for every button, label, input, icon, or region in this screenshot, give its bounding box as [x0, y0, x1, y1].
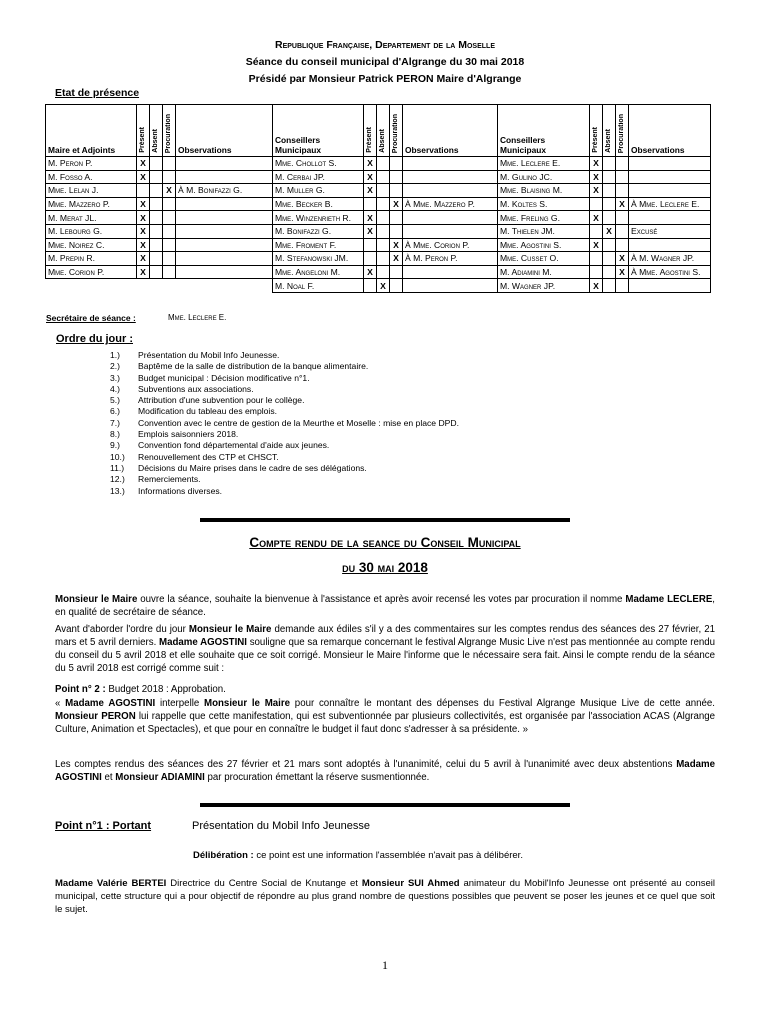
observation: À Mme. Agostini S.: [629, 265, 711, 279]
agenda-item: [110, 361, 459, 372]
agenda-item: [110, 440, 459, 451]
member-name: Mme. Chollot S.: [273, 157, 364, 171]
absent-mark: [377, 157, 390, 171]
absent-mark: [150, 197, 163, 211]
report-date: du 30 mai 2018: [342, 560, 428, 575]
member-name: M. Merat JL.: [46, 211, 137, 225]
agenda-item-number: 3.): [110, 372, 121, 383]
agenda-item-text: Convention fond départemental d'aide aux jeunes.: [138, 440, 330, 451]
point-1-label: Point n°1 : Portant: [55, 820, 152, 832]
member-name: M. Peron P.: [46, 157, 137, 171]
observation: [176, 211, 273, 225]
procuration-mark: [390, 265, 403, 279]
observation: À Mme. Leclere E.: [629, 197, 711, 211]
agenda-item-text: Informations diverses.: [138, 485, 223, 496]
procuration-mark: [163, 224, 176, 238]
procuration-mark: X: [616, 265, 629, 279]
agenda-item-number: 10.): [110, 451, 125, 462]
procuration-mark: [616, 238, 629, 252]
table-row: [46, 184, 711, 198]
observation: [629, 279, 711, 293]
absent-mark: [603, 252, 616, 266]
present-mark: [590, 265, 603, 279]
member-name: Mme. Cusset O.: [498, 252, 590, 266]
member-name: Mme. Freling G.: [498, 211, 590, 225]
present-mark: X: [364, 224, 377, 238]
present-mark: [590, 252, 603, 266]
agenda-item-text: Présentation du Mobil Info Jeunesse.: [138, 350, 280, 360]
member-name: Mme. Noirez C.: [46, 238, 137, 252]
col-header-present: Présent: [139, 127, 146, 153]
observation: À M. Wagner JP.: [629, 252, 711, 266]
col-header-absent: Absent: [605, 129, 612, 153]
table-row: [46, 211, 711, 225]
present-mark: X: [137, 170, 150, 184]
procuration-mark: X: [390, 252, 403, 266]
table-row: [46, 170, 711, 184]
paragraph-agenda-intro: Avant d'aborder l'ordre du jour Monsieur le Maire demande aux édiles s'il y a des commentaires sur les comptes rendus des séances des 27 février, 21 mars et 5 avril derniers. Madame AGOSTINI souligne que sa remarque concernant le festival Algrange Music Live n'est pas mentionnée au compte rendu du conseil du 5 avril 2018 et elle souhaite que ce soit corrigé. Monsieur le Maire l'informe que le nécessaire sera fait. Ainsi le compte rendu de la séance du 5 avril 2018 est corrigé comme suit :: [55, 624, 716, 674]
absent-mark: [377, 170, 390, 184]
present-mark: X: [137, 157, 150, 171]
member-name: M. Stefanowski JM.: [273, 252, 364, 266]
member-name: Mme. Corion P.: [46, 265, 137, 279]
absent-mark: [377, 211, 390, 225]
agenda-item-text: Décisions du Maire prises dans le cadre de ses délégations.: [138, 462, 367, 473]
procuration-mark: X: [390, 238, 403, 252]
table-row: [46, 197, 711, 211]
agenda-item-text: Renouvellement des CTP et CHSCT.: [138, 451, 279, 462]
observation: [403, 211, 498, 225]
observation: [629, 157, 711, 171]
procuration-mark: [616, 279, 629, 293]
procuration-mark: [390, 157, 403, 171]
observation: [176, 279, 273, 293]
col-header-conseillers: Conseillers Municipaux: [273, 105, 364, 157]
absent-mark: [150, 265, 163, 279]
table-row: [46, 279, 711, 293]
agenda-list: [110, 350, 459, 497]
secretary-line: [46, 313, 227, 323]
present-mark: X: [364, 211, 377, 225]
col-header-present: Présent: [592, 127, 599, 153]
agenda-item-text: Subventions aux associations.: [138, 383, 254, 394]
agenda-item-number: 7.): [110, 417, 121, 428]
agenda-item: [110, 486, 459, 497]
absent-mark: [150, 184, 163, 198]
observation: [403, 184, 498, 198]
member-name: M. Thielen JM.: [498, 224, 590, 238]
page-number: 1: [382, 958, 388, 972]
observation: [403, 265, 498, 279]
present-mark: X: [137, 265, 150, 279]
agenda-item-text: Remerciements.: [138, 474, 201, 485]
agenda-item-number: 13.): [110, 485, 125, 496]
member-name: M. Adiamini M.: [498, 265, 590, 279]
agenda-item: [110, 452, 459, 463]
separator-rule: [200, 518, 570, 522]
agenda-item-number: 11.): [110, 462, 125, 473]
header-session: Séance du conseil municipal d'Algrange du 30 mai 2018: [245, 56, 525, 68]
observation: [176, 238, 273, 252]
member-name: M. Prepin R.: [46, 252, 137, 266]
member-name: Mme. Lelan J.: [46, 184, 137, 198]
present-mark: [364, 197, 377, 211]
present-mark: [590, 197, 603, 211]
col-header-procuration: Procuration: [618, 113, 625, 153]
table-row: [46, 238, 711, 252]
observation: [176, 170, 273, 184]
attendance-table: [45, 104, 711, 293]
present-mark: X: [137, 197, 150, 211]
col-header-observations: Observations: [176, 105, 273, 157]
separator-rule: [200, 803, 570, 807]
absent-mark: X: [377, 279, 390, 293]
col-header-observations: Observations: [403, 105, 498, 157]
absent-mark: [603, 170, 616, 184]
point-1-heading: [55, 820, 370, 832]
present-mark: X: [590, 157, 603, 171]
col-header-procuration: Procuration: [392, 113, 399, 153]
present-mark: X: [590, 170, 603, 184]
present-mark: [364, 238, 377, 252]
absent-mark: [377, 252, 390, 266]
absent-mark: [150, 279, 163, 293]
absent-mark: [150, 211, 163, 225]
member-name: Mme. Becker B.: [273, 197, 364, 211]
procuration-mark: [390, 224, 403, 238]
procuration-mark: [390, 211, 403, 225]
table-row: [46, 252, 711, 266]
present-mark: X: [590, 211, 603, 225]
procuration-mark: [163, 252, 176, 266]
absent-mark: [150, 224, 163, 238]
member-name: Mme. Froment F.: [273, 238, 364, 252]
agenda-item-number: 12.): [110, 474, 125, 485]
member-name: Mme. Blaising M.: [498, 184, 590, 198]
member-name: Mme. Mazzero P.: [46, 197, 137, 211]
procuration-mark: [163, 265, 176, 279]
absent-mark: [150, 238, 163, 252]
observation: [403, 224, 498, 238]
present-mark: X: [137, 238, 150, 252]
observation: [176, 265, 273, 279]
absent-mark: [377, 265, 390, 279]
agenda-item: [110, 418, 459, 429]
procuration-mark: [163, 157, 176, 171]
present-mark: X: [364, 170, 377, 184]
agenda-item-text: Budget municipal : Décision modificative n°1.: [138, 372, 310, 383]
deliberation-line: Délibération : ce point est une information l'assemblée n'avait pas à délibérer.: [193, 850, 523, 861]
observation: [176, 224, 273, 238]
absent-mark: [603, 197, 616, 211]
procuration-mark: X: [616, 252, 629, 266]
agenda-item-number: 6.): [110, 406, 121, 417]
absent-mark: [603, 157, 616, 171]
present-mark: X: [137, 211, 150, 225]
absent-mark: [603, 279, 616, 293]
secretary-value: Mme. Leclere E.: [168, 313, 227, 322]
agenda-item-text: Baptême de la salle de distribution de la banque alimentaire.: [138, 361, 369, 372]
observation: [629, 238, 711, 252]
observation: [629, 211, 711, 225]
observation: [176, 157, 273, 171]
member-name: M. Fosso A.: [46, 170, 137, 184]
table-row: [46, 265, 711, 279]
attendance-title: Etat de présence: [55, 87, 140, 99]
present-mark: [137, 184, 150, 198]
procuration-mark: X: [390, 197, 403, 211]
absent-mark: [603, 184, 616, 198]
observation: À Mme. Mazzero P.: [403, 197, 498, 211]
absent-mark: [150, 252, 163, 266]
procuration-mark: [390, 279, 403, 293]
observation: [403, 170, 498, 184]
present-mark: X: [364, 265, 377, 279]
absent-mark: [377, 224, 390, 238]
col-header-present: Présent: [366, 127, 373, 153]
agenda-item-number: 5.): [110, 395, 121, 406]
header-title: Republique Française, Departement de la Moselle: [275, 39, 495, 51]
col-header-procuration: Procuration: [165, 113, 172, 153]
observation: [176, 197, 273, 211]
table-row: [46, 224, 711, 238]
agenda-title: Ordre du jour :: [56, 333, 133, 345]
observation: À M. Peron P.: [403, 252, 498, 266]
agenda-item-number: 1.): [110, 350, 121, 360]
absent-mark: X: [603, 224, 616, 238]
paragraph-quote: « Madame AGOSTINI interpelle Monsieur le Maire pour connaître le montant des dépenses du Festival Algrange Musique Live de cette année. Monsieur PERON lui rappelle que cette manifestation, qui est subventionnée par plusieurs collectivités, est organisée par l'association ACAS (Algrange Culture, Animation et Spectacles), et que pour en connaître le budget il faut donc s'adresser à sa présidente. »: [55, 698, 715, 735]
present-mark: [590, 224, 603, 238]
report-title: Compte rendu de la seance du Conseil Municipal: [249, 535, 521, 550]
member-name: M. Noal F.: [273, 279, 364, 293]
observation: [629, 170, 711, 184]
col-header-observations: Observations: [629, 105, 711, 157]
observation: À Mme. Corion P.: [403, 238, 498, 252]
member-name: M. Cerbai JP.: [273, 170, 364, 184]
secretary-label: Secrétaire de séance :: [46, 313, 136, 323]
observation: À M. Bonifazzi G.: [176, 184, 273, 198]
agenda-item: [110, 350, 459, 361]
procuration-mark: [616, 184, 629, 198]
agenda-item-text: Modification du tableau des emplois.: [138, 406, 278, 417]
member-name: Mme. Agostini S.: [498, 238, 590, 252]
agenda-item: [110, 384, 459, 395]
agenda-item: [110, 395, 459, 406]
agenda-item-number: 2.): [110, 361, 121, 372]
procuration-mark: [163, 238, 176, 252]
observation: Excusé: [629, 224, 711, 238]
agenda-item-number: 9.): [110, 440, 121, 451]
agenda-item: [110, 406, 459, 417]
absent-mark: [603, 238, 616, 252]
procuration-mark: [163, 197, 176, 211]
observation: [176, 252, 273, 266]
paragraph-point-2: Point n° 2 : Budget 2018 : Approbation.: [55, 684, 226, 695]
agenda-item: [110, 474, 459, 485]
member-name: [46, 279, 137, 293]
table-header-row: [46, 105, 711, 157]
present-mark: [137, 279, 150, 293]
agenda-item-text: Emplois saisonniers 2018.: [138, 429, 239, 440]
procuration-mark: [163, 170, 176, 184]
present-mark: X: [364, 184, 377, 198]
agenda-item-text: Convention avec le centre de gestion de la Meurthe et Moselle : mise en place DPD.: [138, 417, 460, 428]
agenda-item-number: 8.): [110, 429, 121, 440]
procuration-mark: X: [616, 197, 629, 211]
member-name: Mme. Angeloni M.: [273, 265, 364, 279]
point-1-title: Présentation du Mobil Info Jeunesse: [192, 820, 370, 832]
procuration-mark: [616, 211, 629, 225]
procuration-mark: [616, 170, 629, 184]
paragraph-opening: Monsieur le Maire ouvre la séance, souhaite la bienvenue à l'assistance et après avoir recensé les votes par procuration il nomme Madame LECLERE, en qualité de secrétaire de séance.: [55, 594, 715, 618]
member-name: Mme. Winzenrieth R.: [273, 211, 364, 225]
agenda-item-text: Attribution d'une subvention pour le collège.: [138, 395, 305, 406]
observation: [403, 157, 498, 171]
present-mark: X: [364, 157, 377, 171]
absent-mark: [377, 197, 390, 211]
absent-mark: [150, 157, 163, 171]
absent-mark: [377, 184, 390, 198]
present-mark: X: [590, 238, 603, 252]
procuration-mark: [390, 170, 403, 184]
col-header-absent: Absent: [379, 129, 386, 153]
present-mark: [364, 279, 377, 293]
paragraph-point-1-body: Madame Valérie BERTEI Directrice du Centre Social de Knutange et Monsieur SUI Ahmed animateur du Mobil'Info Jeunesse ont présenté au conseil municipal, cette structure qui a pour objectif de répondre au plus grand nombre de questions possibles que peuvent se poser les jeunes et ce quel que soit le sujet.: [55, 878, 715, 915]
absent-mark: [603, 211, 616, 225]
col-header-conseillers: Conseillers Municipaux: [498, 105, 590, 157]
member-name: M. Gulino JC.: [498, 170, 590, 184]
member-name: M. Wagner JP.: [498, 279, 590, 293]
member-name: Mme. Leclere E.: [498, 157, 590, 171]
procuration-mark: [616, 157, 629, 171]
present-mark: X: [137, 252, 150, 266]
agenda-item-number: 4.): [110, 383, 121, 394]
procuration-mark: [390, 184, 403, 198]
observation: [629, 184, 711, 198]
observation: [403, 279, 498, 293]
table-row: [46, 157, 711, 171]
col-header-maire: Maire et Adjoints: [46, 105, 137, 157]
agenda-item: [110, 373, 459, 384]
absent-mark: [150, 170, 163, 184]
procuration-mark: [616, 224, 629, 238]
present-mark: X: [590, 184, 603, 198]
absent-mark: [603, 265, 616, 279]
member-name: M. Bonifazzi G.: [273, 224, 364, 238]
procuration-mark: [163, 211, 176, 225]
col-header-absent: Absent: [152, 129, 159, 153]
header-president: Présidé par Monsieur Patrick PERON Maire d'Algrange: [248, 73, 522, 85]
procuration-mark: [163, 279, 176, 293]
present-mark: X: [137, 224, 150, 238]
present-mark: [364, 252, 377, 266]
absent-mark: [377, 238, 390, 252]
agenda-item: [110, 463, 459, 474]
member-name: M. Muller G.: [273, 184, 364, 198]
member-name: M. Koltes S.: [498, 197, 590, 211]
present-mark: X: [590, 279, 603, 293]
paragraph-adoption: Les comptes rendus des séances des 27 février et 21 mars sont adoptés à l'unanimité, celui du 5 avril à l'unanimité avec deux abstentions Madame AGOSTINI et Monsieur ADIAMINI par procuration émettant la réserve susmentionnée.: [55, 759, 715, 783]
procuration-mark: X: [163, 184, 176, 198]
agenda-item: [110, 429, 459, 440]
member-name: M. Lebourg G.: [46, 224, 137, 238]
